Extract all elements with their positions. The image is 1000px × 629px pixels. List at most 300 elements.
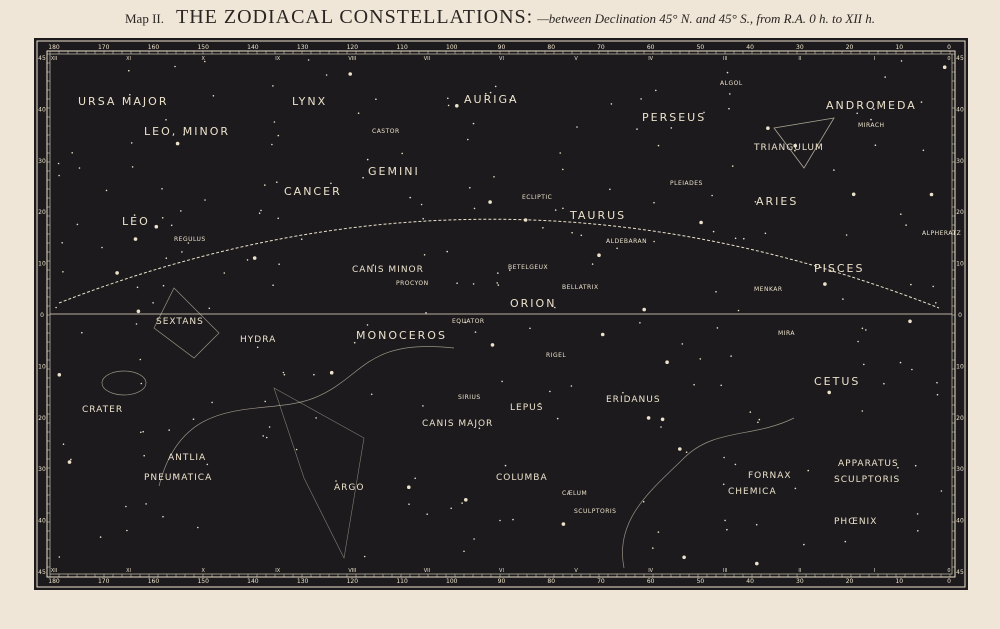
star: [313, 374, 315, 376]
star: [636, 128, 638, 130]
ra-hour-label-bottom: I: [873, 568, 876, 574]
star: [827, 391, 831, 395]
dec-label-left: 10: [38, 363, 46, 371]
dec-label-right: 20: [956, 209, 964, 217]
star: [653, 241, 655, 243]
star: [264, 401, 266, 403]
ra-degree-label-bottom: 50: [696, 578, 705, 585]
ra-hour-label-top: XI: [126, 56, 132, 62]
star: [278, 135, 280, 137]
star: [597, 253, 601, 257]
star: [364, 556, 366, 558]
star: [408, 503, 410, 505]
dec-label-right: 0: [958, 312, 962, 319]
star: [497, 272, 499, 274]
star: [260, 210, 262, 212]
label-leo: LEO: [122, 215, 150, 228]
star: [562, 522, 566, 526]
star: [354, 342, 356, 344]
star: [132, 166, 134, 168]
star: [875, 144, 877, 146]
star: [653, 202, 655, 204]
star-label-rigel: RIGEL: [546, 352, 567, 359]
star: [943, 65, 947, 69]
label-triangulum: TRIANGULUM: [754, 143, 824, 153]
ra-hour-label-bottom: XII: [50, 568, 58, 574]
label-cetus: CETUS: [814, 375, 861, 388]
star: [884, 76, 886, 78]
star: [425, 312, 427, 314]
star: [757, 422, 759, 424]
star: [422, 405, 424, 407]
ra-hour-label-top: V: [574, 56, 578, 62]
label-hydra: HYDRA: [240, 335, 277, 345]
star: [917, 513, 919, 515]
star: [463, 551, 465, 553]
star-label-castor: CASTOR: [372, 128, 400, 135]
star: [529, 328, 531, 330]
star: [409, 197, 411, 199]
star: [755, 562, 759, 566]
label-columba: COLUMBA: [496, 473, 548, 483]
star: [58, 175, 60, 177]
star: [713, 231, 715, 233]
star: [491, 343, 495, 347]
star-label-bellatrix: BELLATRIX: [562, 284, 599, 291]
star: [555, 209, 557, 211]
star: [450, 508, 452, 510]
ra-hour-label-top: VI: [499, 56, 504, 62]
star: [162, 516, 164, 518]
ra-degree-label-top: 10: [895, 44, 904, 51]
star: [756, 524, 758, 526]
star: [367, 159, 369, 161]
ra-degree-label-top: 110: [396, 44, 408, 51]
star: [141, 383, 143, 385]
star: [455, 104, 459, 108]
star: [845, 541, 847, 543]
ra-degree-label-top: 30: [796, 44, 804, 51]
label-canis-minor: CANIS MINOR: [352, 265, 424, 275]
star: [559, 152, 561, 154]
star: [448, 105, 450, 107]
label-eridanus: ERIDANUS: [606, 395, 661, 405]
ecliptic-line: [59, 219, 939, 308]
dec-label-left: 30: [38, 466, 46, 474]
star: [505, 465, 507, 467]
map-number: Map II.: [125, 11, 164, 26]
star: [937, 394, 939, 396]
star: [257, 347, 259, 349]
star: [315, 417, 317, 419]
star: [496, 282, 498, 284]
star: [308, 59, 310, 61]
label-crater: CRATER: [82, 405, 124, 415]
star: [720, 385, 722, 387]
star: [862, 410, 864, 412]
dec-label-right: 45: [956, 55, 964, 62]
hydra-figure: [159, 346, 454, 486]
star: [512, 519, 514, 521]
dec-label-right: 20: [956, 414, 964, 422]
star: [735, 238, 737, 240]
star: [735, 464, 737, 466]
star: [562, 208, 564, 210]
star: [473, 283, 475, 285]
star: [499, 520, 501, 522]
star: [271, 144, 273, 146]
star: [272, 85, 274, 87]
star: [421, 204, 423, 206]
ra-degree-label-bottom: 100: [446, 578, 458, 585]
star: [204, 199, 206, 201]
map-subheading: —between Declination 45° N. and 45° S., from R.A. 0 h. to XII h.: [537, 11, 875, 26]
star: [446, 251, 448, 253]
star: [58, 163, 60, 165]
star: [911, 369, 913, 371]
star: [592, 263, 594, 265]
star: [941, 490, 943, 492]
star: [660, 426, 662, 428]
ra-degree-label-top: 150: [197, 44, 209, 51]
star: [915, 465, 917, 467]
star: [63, 443, 65, 445]
star: [729, 93, 731, 95]
ra-hour-label-bottom: IV: [648, 568, 654, 574]
star: [61, 242, 63, 244]
ra-hour-label-top: XII: [50, 56, 58, 62]
star: [846, 234, 848, 236]
star: [900, 362, 902, 364]
star: [856, 113, 858, 115]
label-ursa-major: URSA MAJOR: [78, 95, 169, 108]
star: [407, 485, 411, 489]
star: [272, 284, 274, 286]
star: [562, 169, 564, 171]
label-canis-major: CANIS MAJOR: [422, 419, 494, 429]
star: [424, 254, 426, 256]
star: [115, 271, 119, 275]
star: [726, 529, 728, 531]
star: [743, 238, 745, 240]
label-apparatus: APPARATUS: [838, 459, 899, 469]
ra-hour-label-bottom: II: [798, 568, 802, 574]
star: [79, 167, 81, 169]
ra-hour-label-bottom: IX: [275, 568, 281, 574]
label-lynx: LYNX: [292, 95, 328, 108]
star: [723, 457, 725, 459]
label-argo: ARGO: [334, 483, 365, 493]
star: [81, 332, 83, 334]
star: [301, 238, 303, 240]
star: [171, 225, 173, 227]
star: [174, 66, 176, 68]
star: [143, 455, 145, 457]
star-label-aldebaran: ALDEBARAN: [606, 238, 648, 245]
star: [549, 391, 551, 393]
star: [165, 119, 167, 121]
star: [852, 193, 856, 197]
dec-label-right: 10: [956, 363, 964, 371]
star: [274, 121, 276, 123]
star: [253, 256, 257, 260]
star: [795, 488, 797, 490]
star: [371, 394, 373, 396]
star: [665, 360, 669, 364]
star: [728, 108, 730, 110]
star: [126, 530, 128, 532]
ra-degree-label-bottom: 130: [296, 578, 309, 585]
star: [176, 142, 180, 146]
star: [601, 333, 605, 337]
star: [842, 298, 844, 300]
label-taurus: TAURUS: [570, 209, 627, 222]
star: [935, 302, 937, 304]
ra-degree-label-top: 130: [296, 44, 309, 51]
ra-degree-label-bottom: 30: [796, 578, 804, 585]
star: [68, 460, 72, 464]
star: [917, 530, 919, 532]
star: [469, 187, 471, 189]
label-sculptoris: SCULPTORIS: [834, 475, 901, 485]
label-aries: ARIES: [756, 195, 799, 208]
star: [473, 123, 475, 125]
ra-hour-label-bottom: V: [574, 568, 578, 574]
star-label-pleiades: PLEIADES: [670, 180, 703, 187]
ra-degree-label-top: 0: [947, 44, 951, 51]
star: [661, 418, 665, 422]
star: [101, 247, 103, 249]
star-label-mirach: MIRACH: [858, 122, 885, 129]
star: [224, 272, 226, 274]
ra-hour-label-bottom: X: [201, 568, 205, 574]
star: [266, 437, 268, 439]
star: [581, 235, 583, 237]
dec-label-right: 30: [956, 466, 964, 474]
star: [863, 364, 865, 366]
star: [358, 112, 360, 114]
star: [730, 355, 732, 357]
star: [488, 200, 492, 204]
star: [259, 212, 261, 214]
ra-degree-label-bottom: 180: [48, 578, 60, 585]
star: [524, 218, 528, 222]
dec-label-right: 30: [956, 157, 964, 165]
star: [921, 101, 923, 103]
star: [142, 431, 144, 433]
star: [277, 218, 279, 220]
crater-figure: [102, 371, 146, 395]
star: [426, 513, 428, 515]
star: [140, 432, 142, 434]
ra-hour-label-bottom: VII: [423, 568, 431, 574]
star: [193, 418, 195, 420]
star: [765, 233, 767, 235]
star: [493, 176, 495, 178]
label-equator: EQUATOR: [452, 318, 485, 325]
ra-hour-label-bottom: III: [723, 568, 728, 574]
star: [136, 323, 138, 325]
star: [180, 210, 182, 212]
star: [611, 103, 613, 105]
ra-degree-label-bottom: 150: [197, 578, 209, 585]
dec-label-left: 0: [40, 312, 44, 319]
star: [348, 72, 352, 76]
argo-figure: [274, 388, 364, 558]
star: [213, 95, 215, 97]
label-orion: ORION: [510, 297, 557, 310]
label-andromeda: ANDROMEDA: [826, 99, 917, 112]
label-auriga: AURIGA: [464, 93, 519, 106]
star: [422, 218, 424, 220]
star-label-menkar: MENKAR: [754, 286, 783, 293]
star: [901, 60, 903, 62]
star: [59, 556, 61, 558]
star: [475, 331, 477, 333]
star: [862, 328, 864, 330]
star: [609, 189, 611, 191]
star: [296, 449, 298, 451]
label-gemini: GEMINI: [368, 165, 420, 178]
ra-hour-label-top: IV: [648, 56, 654, 62]
ra-hour-label-top: II: [798, 56, 802, 62]
star: [652, 547, 654, 549]
star: [501, 381, 503, 383]
ra-hour-label-top: VIII: [348, 56, 357, 62]
star: [571, 232, 573, 234]
star: [759, 419, 761, 421]
star: [197, 527, 199, 529]
star: [640, 98, 642, 100]
star: [70, 459, 72, 461]
ra-hour-label-bottom: VI: [499, 568, 504, 574]
dec-label-right: 45: [956, 569, 964, 576]
star-label-mira: MIRA: [778, 330, 795, 337]
map-heading: THE ZODIACAL CONSTELLATIONS:: [176, 6, 534, 28]
star: [923, 150, 925, 152]
label-chemica: CHEMICA: [728, 487, 777, 497]
star: [576, 126, 578, 128]
star: [134, 237, 138, 241]
star: [128, 70, 130, 72]
dec-label-left: 10: [38, 260, 46, 268]
ra-hour-label-top: VII: [423, 56, 431, 62]
star: [461, 502, 463, 504]
ra-degree-label-bottom: 120: [346, 578, 359, 585]
ra-degree-label-top: 170: [97, 44, 110, 51]
label-pneumatica: PNEUMATICA: [144, 473, 213, 483]
star-label-betelgeux: BETELGEUX: [508, 264, 549, 271]
ra-degree-label-bottom: 160: [147, 578, 160, 585]
label-perseus: PERSEUS: [642, 111, 707, 124]
label-antlia: ANTLIA: [168, 453, 207, 463]
star: [71, 152, 73, 154]
star: [750, 411, 752, 413]
label-phoenix: PHŒNIX: [834, 517, 878, 527]
star: [77, 224, 79, 226]
star: [283, 372, 285, 374]
star: [211, 402, 213, 404]
star: [732, 165, 734, 167]
ra-degree-label-bottom: 70: [597, 578, 605, 585]
star: [865, 329, 867, 331]
map-title: [0, 6, 1000, 29]
star-label-sirius: SIRIUS: [458, 394, 481, 401]
ra-hour-label-top: III: [723, 56, 728, 62]
star: [207, 464, 209, 466]
label-monoceros: MONOCEROS: [356, 329, 447, 342]
star: [936, 382, 938, 384]
star: [137, 287, 139, 289]
star: [658, 531, 660, 533]
star: [723, 484, 725, 486]
star: [464, 498, 468, 502]
label-caelum: CÆLUM: [562, 490, 588, 497]
star: [910, 284, 912, 286]
star: [166, 257, 168, 259]
star: [168, 429, 170, 431]
star: [209, 308, 211, 310]
ra-degree-label-top: 50: [696, 44, 705, 51]
star: [367, 324, 369, 326]
star: [152, 302, 154, 304]
star: [161, 188, 163, 190]
star: [639, 322, 641, 324]
star: [542, 227, 544, 229]
star: [498, 284, 500, 286]
star: [330, 371, 334, 375]
ra-hour-label-top: IX: [275, 56, 281, 62]
ra-hour-label-top: I: [873, 56, 876, 62]
ra-degree-label-top: 100: [446, 44, 458, 51]
map-frame-graphics: [34, 38, 968, 590]
label-sextans: SEXTANS: [156, 317, 204, 327]
dec-label-right: 40: [956, 517, 964, 525]
ra-degree-label-top: 40: [746, 44, 754, 51]
star: [803, 544, 805, 546]
star: [655, 90, 657, 92]
dec-label-left: 30: [38, 157, 46, 165]
star: [473, 538, 475, 540]
star: [724, 520, 726, 522]
ra-hour-label-top: 0: [947, 56, 951, 62]
star: [278, 263, 280, 265]
star: [269, 426, 271, 428]
star: [678, 447, 682, 451]
star: [456, 282, 458, 284]
star: [738, 310, 740, 312]
label-cancer: CANCER: [284, 185, 342, 198]
star: [833, 169, 835, 171]
star: [474, 208, 476, 210]
dec-label-left: 45: [38, 569, 46, 576]
star: [930, 193, 934, 197]
star: [671, 127, 673, 129]
star: [137, 310, 141, 314]
dec-label-left: 40: [38, 106, 46, 114]
star: [766, 126, 770, 130]
ra-degree-label-top: 90: [497, 44, 506, 51]
star: [447, 98, 449, 100]
star: [264, 184, 266, 186]
star: [905, 224, 907, 226]
star: [125, 506, 127, 508]
ra-degree-label-bottom: 40: [746, 578, 754, 585]
ra-degree-label-top: 180: [48, 44, 60, 51]
star: [163, 285, 165, 287]
star: [700, 358, 702, 360]
star: [375, 98, 377, 100]
